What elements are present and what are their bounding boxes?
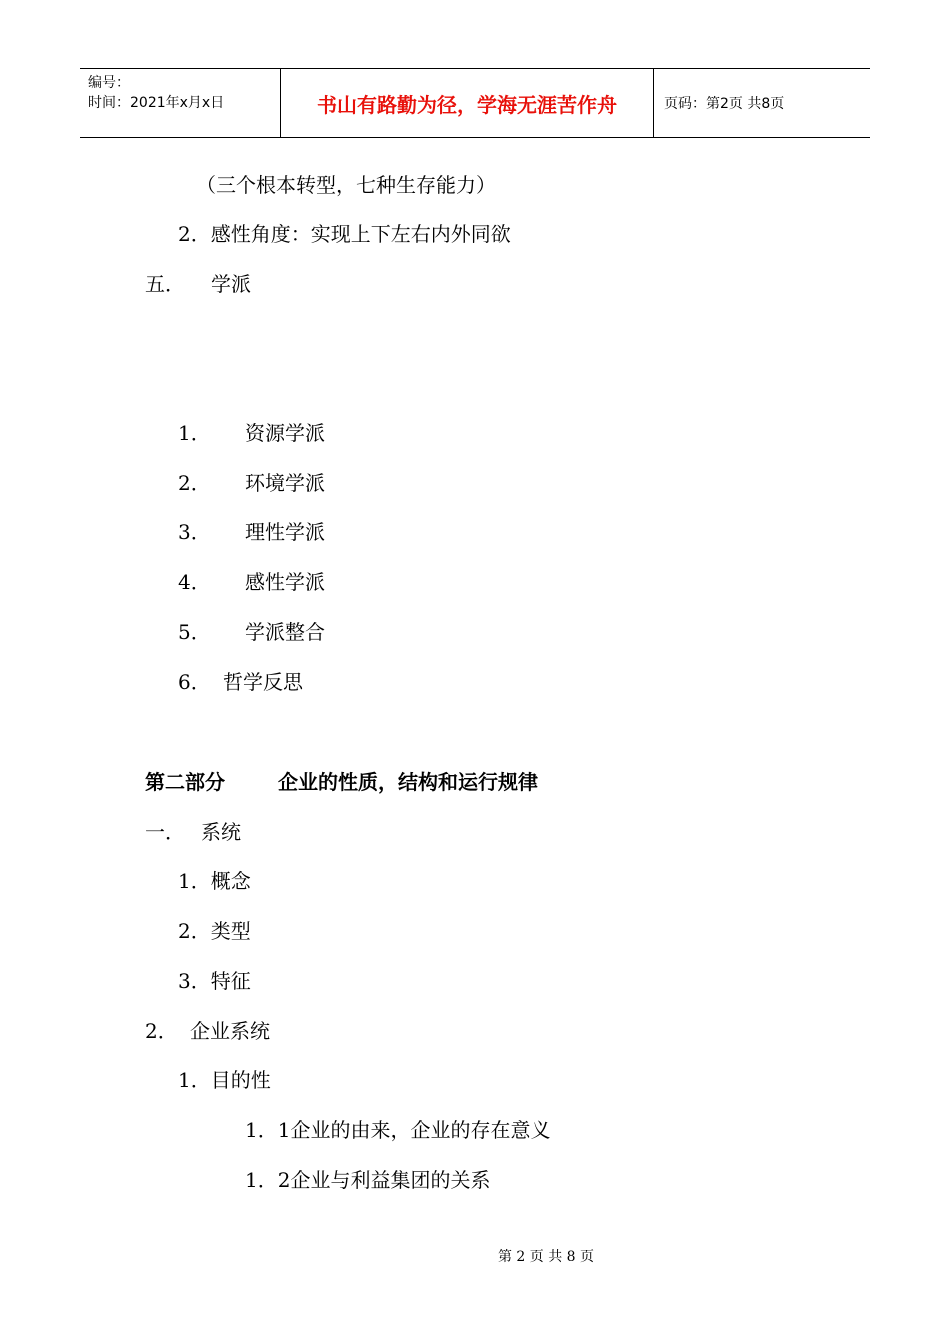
line-text: 感性学派 bbox=[245, 570, 325, 594]
line-text: （三个根本转型，七种生存能力） bbox=[196, 173, 496, 197]
number-label: 编号： bbox=[88, 75, 130, 91]
sub-list-item bbox=[245, 1118, 550, 1142]
list-item bbox=[178, 520, 325, 544]
line-text: 类型 bbox=[210, 919, 251, 943]
line-number: 1．2 bbox=[245, 1168, 291, 1192]
line-number: 3． bbox=[178, 969, 211, 993]
page-footer bbox=[0, 1246, 950, 1266]
header-meta bbox=[80, 69, 281, 137]
line-transform-note bbox=[196, 173, 496, 197]
line-number: 2． bbox=[178, 471, 211, 495]
line-number: 6． bbox=[178, 670, 211, 694]
line-number: 2． bbox=[178, 919, 211, 943]
line-text: 目的性 bbox=[210, 1068, 271, 1092]
line-text: 环境学派 bbox=[245, 471, 325, 495]
list-item bbox=[178, 969, 251, 993]
header-motto: 书山有路勤为径，学海无涯苦作舟 bbox=[281, 69, 654, 137]
line-number: 1． bbox=[178, 1068, 211, 1092]
section-system-heading bbox=[145, 820, 241, 844]
sub-list-item bbox=[245, 1168, 490, 1192]
time-label: 时间：2021年x月x日 bbox=[88, 95, 225, 111]
line-text: 概念 bbox=[210, 869, 251, 893]
part-two-heading bbox=[145, 770, 538, 794]
list-item bbox=[178, 919, 251, 943]
page-header bbox=[80, 68, 870, 138]
line-text: 系统 bbox=[201, 820, 241, 844]
line-number: 5． bbox=[178, 620, 211, 644]
list-item bbox=[178, 421, 325, 445]
line-text: 企业系统 bbox=[190, 1019, 270, 1043]
line-number: 五． bbox=[145, 272, 185, 296]
header-page-info: 页码：第2页 共8页 bbox=[664, 96, 785, 112]
footer-page-number: 第 2 页 共 8 页 bbox=[497, 1249, 595, 1265]
list-item bbox=[178, 1068, 271, 1092]
section-schools-heading bbox=[145, 272, 251, 296]
line-number: 2． bbox=[145, 1019, 178, 1043]
line-text: 理性学派 bbox=[245, 520, 325, 544]
list-item bbox=[178, 869, 251, 893]
line-number: 1． bbox=[178, 421, 211, 445]
line-text: 企业的由来，企业的存在意义 bbox=[290, 1118, 551, 1142]
list-item bbox=[178, 471, 325, 495]
line-number: 3． bbox=[178, 520, 211, 544]
line-perceptual-angle bbox=[178, 222, 511, 246]
line-number: 第二部分 bbox=[145, 770, 225, 794]
line-text: 学派 bbox=[211, 272, 251, 296]
list-item bbox=[178, 670, 303, 694]
line-number: 4． bbox=[178, 570, 211, 594]
line-text: 特征 bbox=[210, 969, 251, 993]
line-text: 感性角度：实现上下左右内外同欲 bbox=[210, 222, 511, 246]
line-text: 哲学反思 bbox=[223, 670, 303, 694]
line-text: 学派整合 bbox=[245, 620, 325, 644]
line-number: 一． bbox=[145, 820, 185, 844]
list-item bbox=[178, 570, 325, 594]
line-text: 企业与利益集团的关系 bbox=[290, 1168, 491, 1192]
line-number: 1． bbox=[178, 869, 211, 893]
line-number: 1．1 bbox=[245, 1118, 291, 1142]
section-enterprise-system-heading bbox=[145, 1019, 270, 1043]
line-text: 资源学派 bbox=[245, 421, 325, 445]
line-number: 2． bbox=[178, 222, 211, 246]
list-item bbox=[178, 620, 325, 644]
line-text: 企业的性质，结构和运行规律 bbox=[278, 770, 538, 794]
